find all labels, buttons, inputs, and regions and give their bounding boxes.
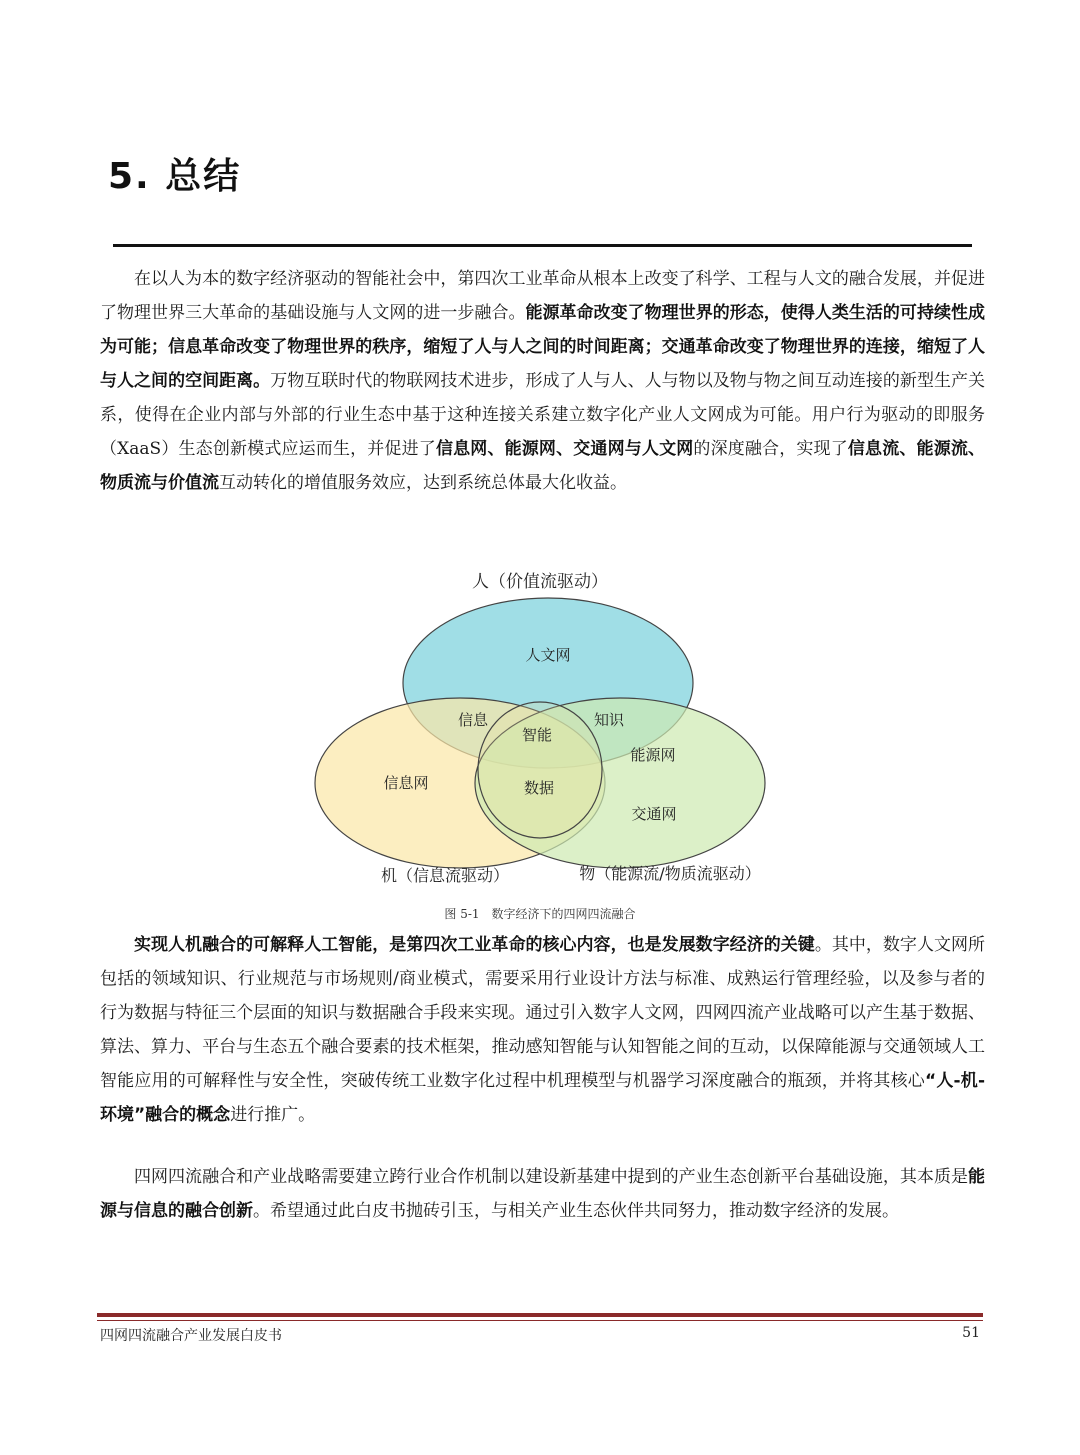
- p2-text-1: 。其中，数字人文网所包括的领域知识、行业规范与市场规则/商业模式，需要采用行业设计方法与标准、成熟运行管理经验，以及参与者的行为数据与特征三个层面的知识与数据融合手段来实现。通过引入数字人文网，四网四流产业战略可以产生基于数据、算法、算力、平台与生态五个融合要素的技术框架，推动感知智能与认知智能之间的互动，以保障能源与交通领域人工智能应用的可解释性与安全性，突破传统工业数字化过程中机理模型与机器学习深度融合的瓶颈，并将其核心: [100, 935, 986, 1091]
- footer-title: 四网四流融合产业发展白皮书: [100, 1328, 282, 1344]
- text-overlap-knowledge: 知识: [593, 711, 625, 729]
- p2-text-2: 进行推广。: [230, 1105, 316, 1125]
- p3-text-2: 。希望通过此白皮书抛砖引玉，与相关产业生态伙伴共同努力，推动数字经济的发展。: [253, 1201, 899, 1221]
- label-human: 人（价值流驱动）: [472, 572, 608, 592]
- text-energy-net: 能源网: [630, 746, 676, 764]
- text-information-net: 信息网: [383, 774, 429, 792]
- venn-figure: [300, 565, 780, 895]
- p1-bold-3: 信息流、能源流、物质流与价值流: [100, 439, 986, 493]
- text-overlap-intelligence: 智能: [521, 726, 553, 744]
- section-heading: 5. 总结: [108, 156, 242, 197]
- label-machine: 机（信息流驱动）: [380, 866, 510, 885]
- paragraph-2: [100, 928, 985, 1132]
- figure-caption: 图 5-1 数字经济下的四网四流融合: [444, 907, 636, 921]
- footer-divider-thick: [97, 1313, 983, 1317]
- p1-text-4: 互动转化的增值服务效应，达到系统总体最大化收益。: [219, 473, 627, 493]
- p1-text-2: 万物互联时代的物联网技术进步，形成了人与人、人与物以及物与物之间互动连接的新型生产关系，使得在企业内部与外部的行业生态中基于这种连接关系建立数字化产业人文网成为可能。用户行为驱动的即服务（XaaS）生态创新模式应运而生，并促进了: [100, 371, 986, 459]
- label-things: 物（能源流/物质流驱动）: [579, 864, 761, 883]
- text-overlap-data: 数据: [523, 779, 555, 797]
- footer-divider-thin: [97, 1320, 983, 1321]
- paragraph-3: [100, 1160, 985, 1228]
- p3-bold-1: 能源与信息的融合创新: [100, 1167, 985, 1221]
- p1-bold-2: 信息网、能源网、交通网与人文网: [435, 439, 694, 459]
- page-number: 51: [962, 1325, 980, 1341]
- p1-bold-1: 能源革命改变了物理世界的形态，使得人类生活的可持续性成为可能；信息革命改变了物理世界的秩序，缩短了人与人之间的时间距离；交通革命改变了物理世界的连接，缩短了人与人之间的空间距离。: [100, 303, 986, 391]
- text-overlap-information: 信息: [457, 711, 489, 729]
- heading-divider: [113, 244, 972, 247]
- p2-bold-1: 实现人机融合的可解释人工智能，是第四次工业革命的核心内容，也是发展数字经济的关键: [134, 935, 815, 955]
- p2-bold-2: “人-机-环境”融合的概念: [100, 1071, 985, 1125]
- text-transport-net: 交通网: [631, 805, 677, 823]
- paragraph-1: [100, 262, 985, 500]
- p1-text-1: 在以人为本的数字经济驱动的智能社会中，第四次工业革命从根本上改变了科学、工程与人文的融合发展，并促进了物理世界三大革命的基础设施与人文网的进一步融合。: [100, 269, 985, 323]
- circle-core-overlap: [478, 702, 602, 838]
- p1-text-3: 的深度融合，实现了: [693, 439, 848, 459]
- text-humanities-net: 人文网: [525, 646, 571, 664]
- p3-text-1: 四网四流融合和产业战略需要建立跨行业合作机制以建设新基建中提到的产业生态创新平台基础设施，其本质是: [134, 1167, 968, 1187]
- venn-diagram: [300, 565, 780, 895]
